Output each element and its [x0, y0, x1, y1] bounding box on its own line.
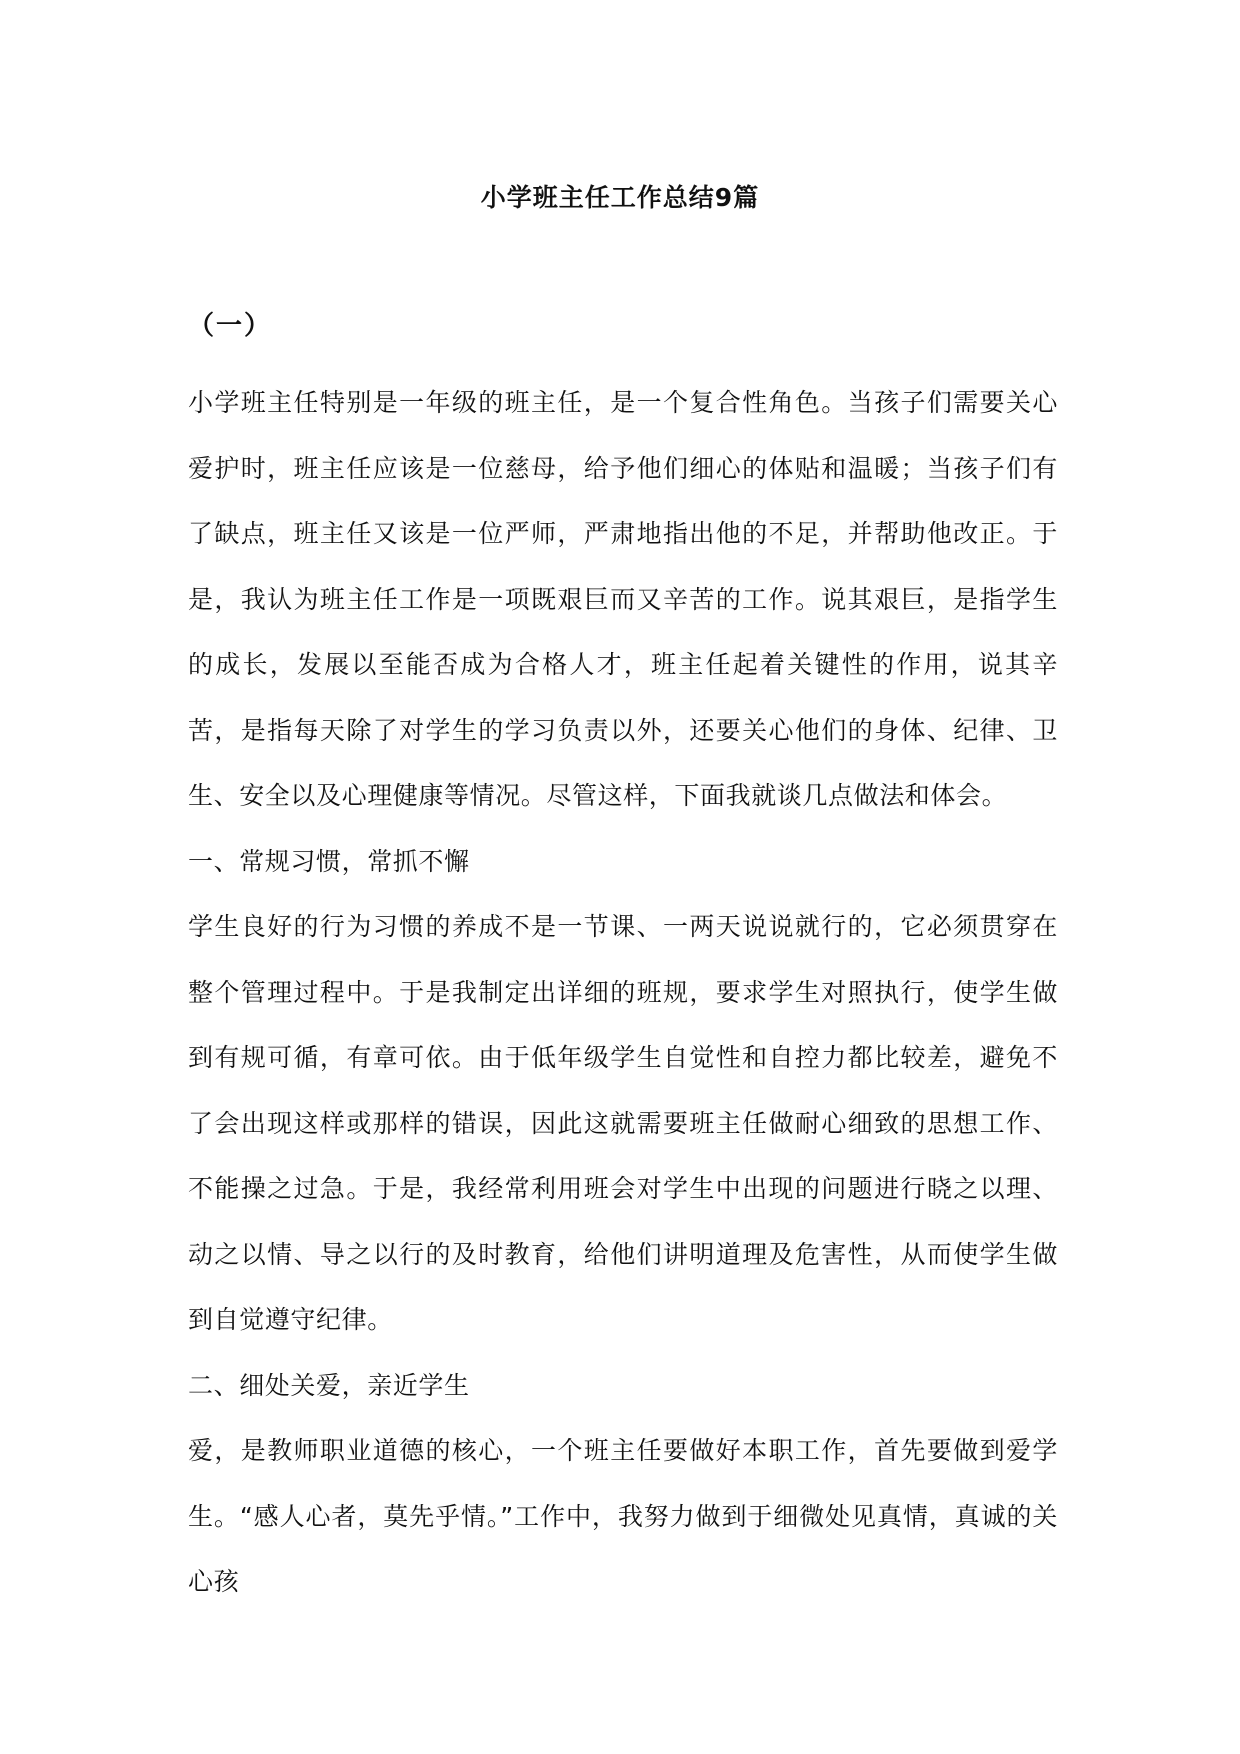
section-heading: （一）	[188, 311, 273, 341]
point-1-paragraph: 学生良好的行为习惯的养成不是一节课、一两天说说就行的，它必须贯穿在整个管理过程中。于是我制定出详细的班规，要求学生对照执行，使学生做到有规可循，有章可依。由于低年级学生自觉性和自控力都比较差，避免不了会出现这样或那样的错误，因此这就需要班主任做耐心细致的思想工作、不能操之过急。于是，我经常利用班会对学生中出现的问题进行晓之以理、动之以情、导之以行的及时教育，给他们讲明道理及危害性，从而使学生做到自觉遵守纪律。	[188, 912, 1058, 1334]
intro-paragraph: 小学班主任特别是一年级的班主任，是一个复合性角色。当孩子们需要关心爱护时，班主任应该是一位慈母，给予他们细心的体贴和温暖；当孩子们有了缺点，班主任又该是一位严师，严肃地指出他的不足，并帮助他改正。于是，我认为班主任工作是一项既艰巨而又辛苦的工作。说其艰巨，是指学生的成长，发展以至能否成为合格人才，班主任起着关键性的作用，说其辛苦，是指每天除了对学生的学习负责以外，还要关心他们的身体、纪律、卫生、安全以及心理健康等情况。尽管这样，下面我就谈几点做法和体会。	[188, 388, 1058, 810]
document-body	[188, 306, 1058, 1615]
point-2-heading: 二、细处关爱，亲近学生	[188, 1370, 470, 1400]
document-title: 小学班主任工作总结9篇	[480, 183, 760, 212]
point-2-paragraph: 爱，是教师职业道德的核心，一个班主任要做好本职工作，首先要做到爱学生。“感人心者，莫先乎情。”工作中，我努力做到于细微处见真情，真诚的关心孩	[188, 1436, 1058, 1596]
point-1-heading: 一、常规习惯，常抓不懈	[188, 846, 470, 876]
